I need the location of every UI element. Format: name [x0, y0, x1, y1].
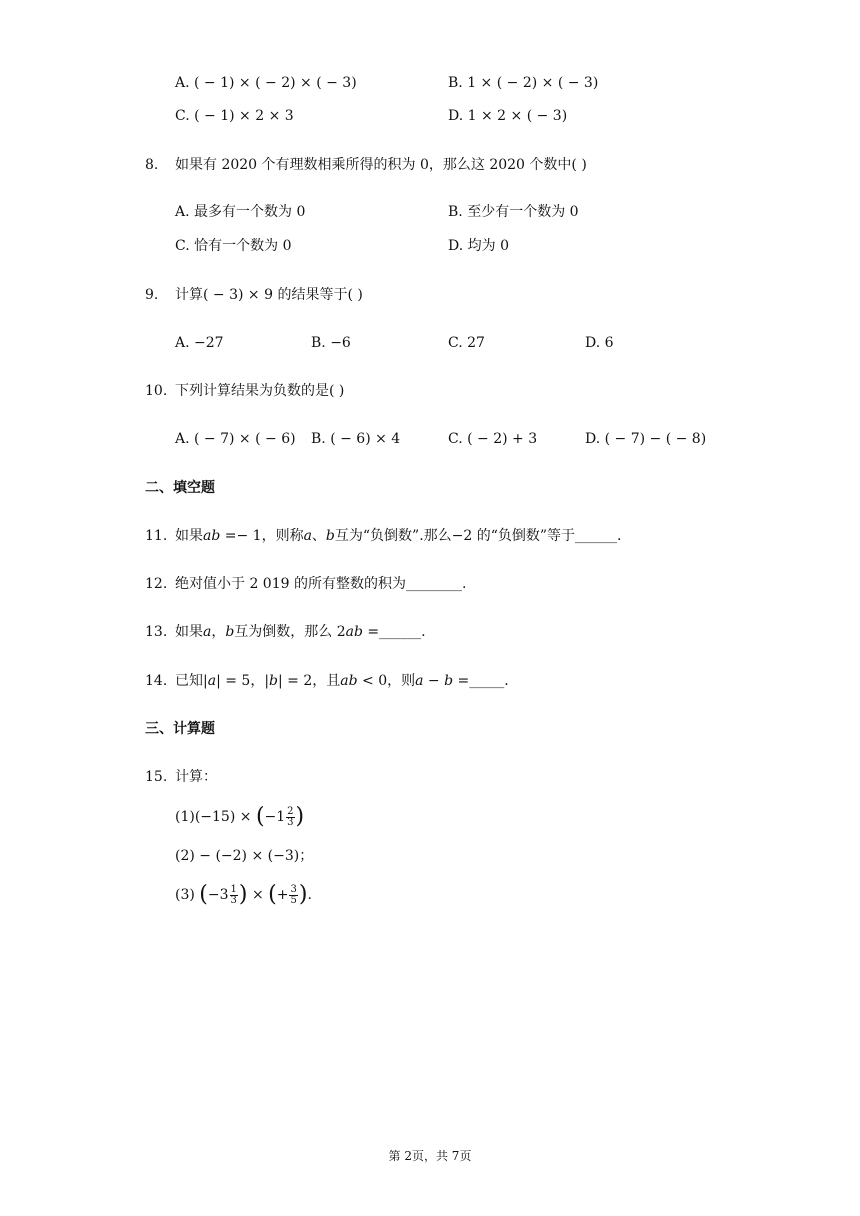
q8-stem: 如果有 2020 个有理数相乘所得的积为 0，那么这 2020 个数中( ): [175, 157, 587, 173]
fraction: [286, 807, 294, 828]
q10-stem: 下列计算结果为负数的是( ): [175, 383, 345, 399]
q8-option-d: D. 均为 0: [448, 238, 509, 254]
right-paren: ): [298, 882, 308, 907]
multiply-sign: ×: [251, 887, 264, 903]
period: .: [307, 887, 312, 903]
fraction-denominator: 3: [287, 816, 294, 828]
q15-part2: (2) − (−2) × (−3)；: [175, 848, 314, 864]
q9-stem: 计算( − 3) × 9 的结果等于( ): [175, 287, 363, 303]
q15-part3: [175, 884, 312, 906]
q8-number: 8.: [145, 157, 159, 173]
fraction-denominator: 3: [230, 894, 237, 906]
q7-option-d: D. 1 × 2 × ( − 3): [448, 108, 568, 124]
plus-sign: +: [276, 887, 289, 903]
q15-part3-prefix: (3): [175, 887, 195, 903]
q14-stem: 已知|𝑎| = 5，|𝑏| = 2，且𝑎𝑏 < 0，则𝑎 − 𝑏 =_____.: [175, 673, 509, 689]
fraction-numerator: 3: [290, 883, 297, 895]
q13-number: 13.: [145, 624, 168, 640]
q8-option-b: B. 至少有一个数为 0: [448, 204, 579, 220]
fraction-numerator: 2: [287, 805, 294, 817]
left-paren: (: [199, 882, 208, 907]
q14-number: 14.: [145, 673, 168, 689]
section-heading-fill-in: 二、填空题: [145, 480, 215, 496]
q10-option-c: C. ( − 2) + 3: [448, 431, 538, 447]
q8-option-a: A. 最多有一个数为 0: [175, 204, 306, 220]
q9-option-c: C. 27: [448, 335, 485, 351]
left-paren: (: [255, 804, 265, 829]
q15-stem: 计算：: [175, 769, 217, 785]
q11-stem: 如果𝑎𝑏 =− 1，则称𝑎、𝑏互为“负倒数”.那么−2 的“负倒数”等于______.: [175, 528, 622, 544]
q12-stem: 绝对值小于 2 019 的所有整数的积为________.: [175, 576, 467, 592]
q9-option-a: A. −27: [175, 335, 224, 351]
q9-number: 9.: [145, 287, 159, 303]
q15-part3-whole: −3: [207, 887, 229, 903]
q10-option-a: A. ( − 7) × ( − 6): [175, 431, 296, 447]
q15-part1-whole: −1: [264, 809, 286, 825]
fraction: [230, 885, 238, 906]
q9-option-b: B. −6: [311, 335, 351, 351]
q10-option-b: B. ( − 6) × 4: [311, 431, 401, 447]
q15-number: 15.: [145, 769, 168, 785]
fraction: [289, 885, 297, 906]
q8-option-c: C. 恰有一个数为 0: [175, 238, 292, 254]
fraction-numerator: 1: [230, 883, 237, 895]
q12-number: 12.: [145, 576, 168, 592]
left-paren: (: [268, 882, 277, 907]
q7-option-a: A. ( − 1) × ( − 2) × ( − 3): [175, 75, 357, 91]
q11-number: 11.: [145, 528, 168, 544]
q7-option-b: B. 1 × ( − 2) × ( − 3): [448, 75, 599, 91]
right-paren: ): [238, 882, 248, 907]
q10-option-d: D. ( − 7) − ( − 8): [585, 431, 707, 447]
q15-part1-prefix: (1)(−15) ×: [175, 809, 252, 825]
right-paren: ): [295, 804, 305, 829]
section-heading-calculation: 三、计算题: [145, 721, 215, 737]
q7-option-c: C. ( − 1) × 2 × 3: [175, 108, 294, 124]
q13-stem: 如果𝑎，𝑏互为倒数，那么 2𝑎𝑏 =______.: [175, 624, 426, 640]
fraction-denominator: 5: [290, 894, 297, 906]
page-footer: 第 2页，共 7页: [388, 1149, 472, 1163]
q9-option-d: D. 6: [585, 335, 614, 351]
q10-number: 10.: [145, 383, 168, 399]
q15-part1: [175, 806, 304, 828]
